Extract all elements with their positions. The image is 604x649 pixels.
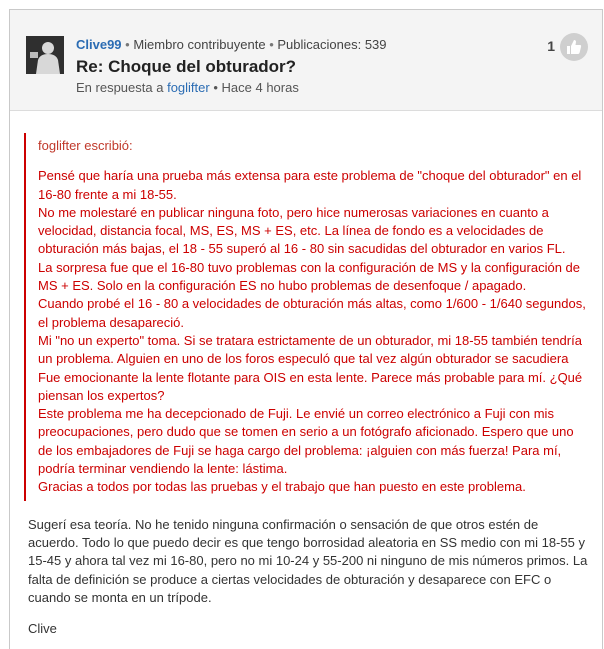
post-title: Re: Choque del obturador? bbox=[76, 57, 297, 76]
quote-block bbox=[24, 133, 588, 501]
quote-line: Este problema me ha decepcionado de Fuji. Le envié un correo electrónico a Fuji con mis preocupaciones, pero dudo que se tomen en serio a un fotógrafo aficionado. Espero que uno de los embajadores de Fuji se haga cargo del problema: ¡alguien con más fuerza! Para mí, podría terminar vendiendo la lente: lástima. bbox=[38, 406, 574, 477]
post-header bbox=[10, 10, 602, 111]
quote-line: Pensé que haría una prueba más extensa para este problema de "choque del obturador" en el 16-80 frente a mi 18-55. bbox=[38, 168, 582, 202]
avatar[interactable] bbox=[26, 36, 64, 74]
silhouette-avatar-icon bbox=[26, 36, 64, 74]
quote-line: Fue emocionante la lente flotante para OIS en esta lente. Parece más probable para mí. ¿Qué piensan los expertos? bbox=[38, 369, 583, 403]
reply-to-link[interactable]: foglifter bbox=[167, 80, 210, 95]
reply-info: En respuesta a foglifter • Hace 4 horas bbox=[76, 80, 299, 95]
post-time: Hace 4 horas bbox=[221, 80, 299, 95]
post-meta: Clive99 • Miembro contribuyente • Publicaciones: 539 bbox=[76, 37, 387, 52]
author-role: Miembro contribuyente bbox=[133, 37, 266, 52]
reply-prefix: En respuesta a bbox=[76, 80, 164, 95]
author-link[interactable]: Clive99 bbox=[76, 37, 122, 52]
quote-line: No me molestaré en publicar ninguna foto, pero hice numerosas variaciones en cuanto a velocidad, distancia focal, MS, ES, MS + ES, etc. La línea de fondo es a velocidades de obturación más bajas, el 18 - 55 superó al 16 - 80 sin sacudidas del obturador en varios FL. bbox=[38, 204, 566, 257]
quote-line: Mi "no un experto" toma. Si se tratara estrictamente de un obturador, mi 18-55 también tendría un problema. Alguien en uno de los foros especuló que tal vez algún obturador se sacudiera bbox=[38, 332, 582, 367]
signature: Clive bbox=[28, 621, 57, 637]
quote-line: Cuando probé el 16 - 80 a velocidades de obturación más altas, como 1/600 - 1/640 segundos, el problema desapareció. bbox=[38, 296, 586, 330]
post-card bbox=[9, 9, 603, 649]
reply-text: Sugerí esa teoría. No he tenido ninguna confirmación o sensación de que otros estén de acuerdo. Todo lo que puedo decir es que tengo borrosidad aleatoria en SS medio con mi 18-55 y 15-45 y ahora tal vez mi 16-80, pero no mi 10-24 y 55-200 ni ninguno de mis números primos. La falta de definición se produce a ciertas velocidades de obturación y desaparece con EFC o cuando se monta en un trípode. bbox=[28, 516, 588, 605]
quote-line: La sorpresa fue que el 16-80 tuvo problemas con la configuración de MS y la configuración de MS + ES. Solo en la configuración ES no hubo problemas de desenfoque / apagado. bbox=[38, 259, 580, 294]
post-count: Publicaciones: 539 bbox=[277, 37, 387, 52]
kudos-button[interactable] bbox=[560, 33, 588, 61]
quote-line: Gracias a todos por todas las pruebas y el trabajo que han puesto en este problema. bbox=[38, 479, 526, 495]
thumbs-up-icon bbox=[566, 39, 582, 55]
quote-author: foglifter escribió: bbox=[38, 138, 133, 153]
post-body bbox=[10, 111, 602, 636]
kudos-count: 1 bbox=[547, 38, 555, 54]
